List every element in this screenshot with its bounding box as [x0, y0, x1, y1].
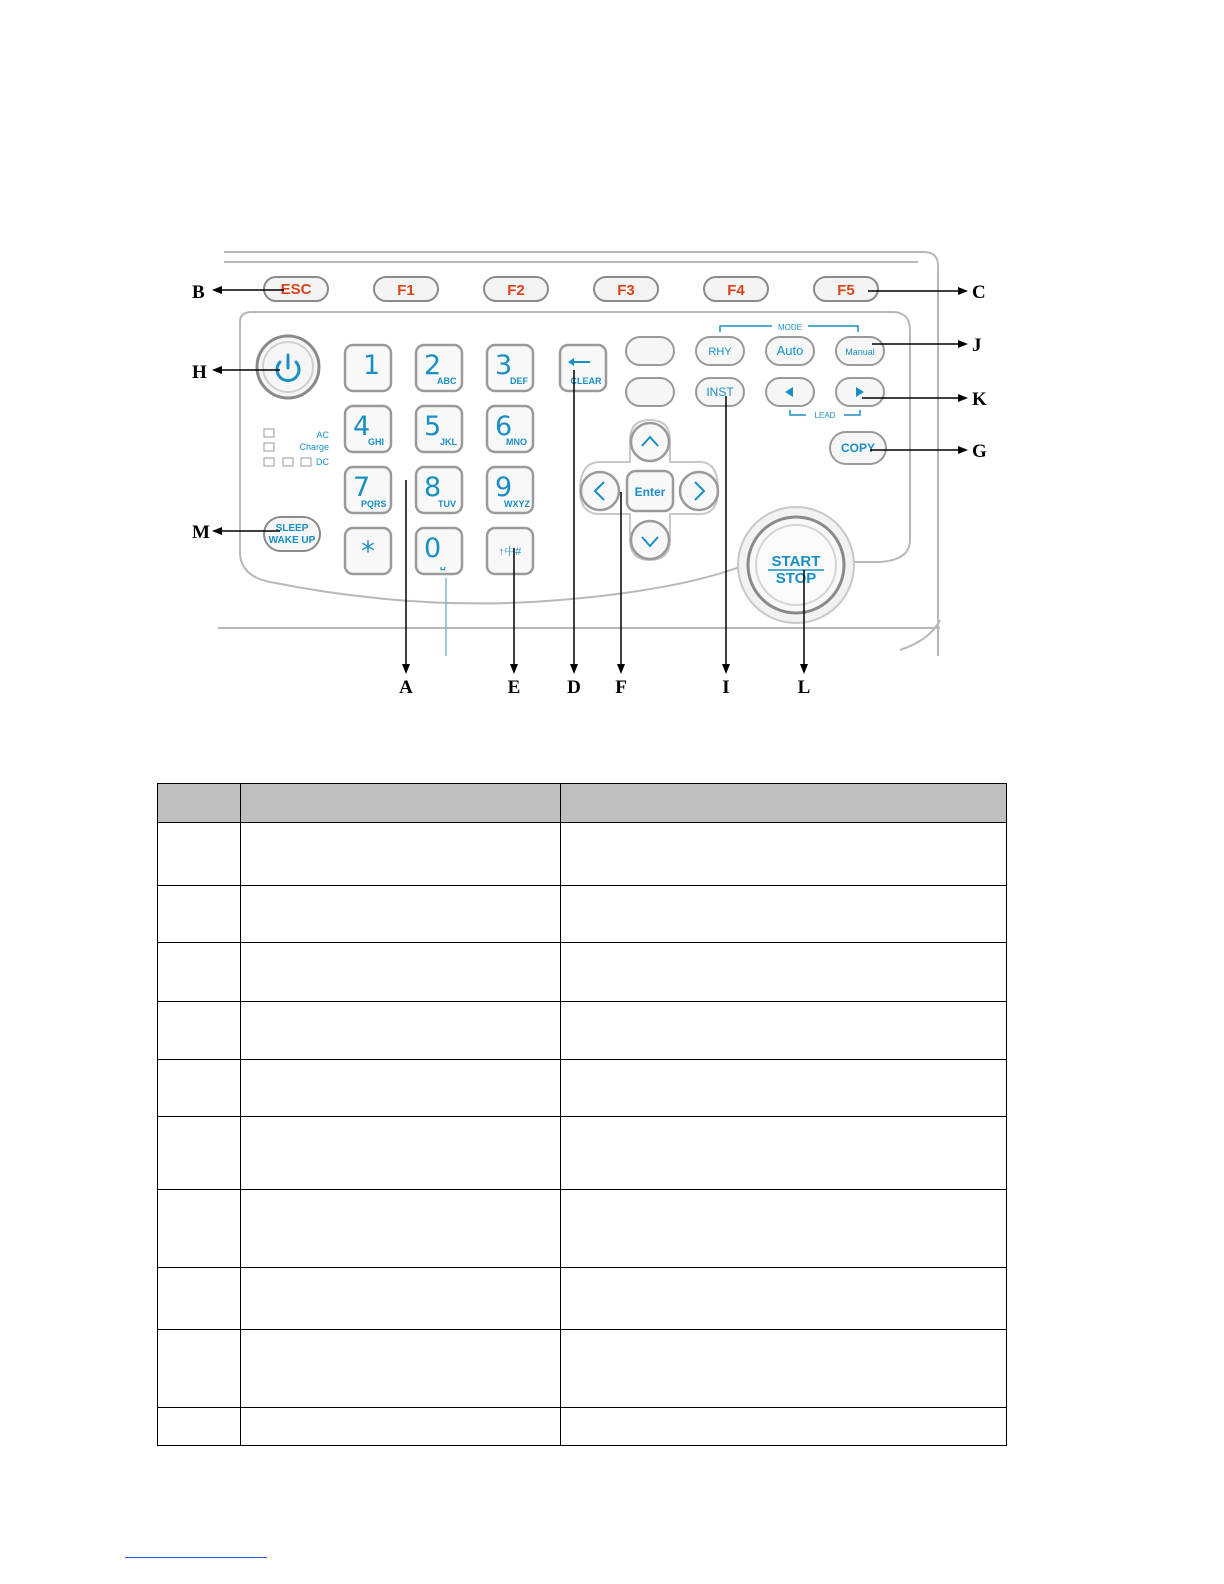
table-row	[158, 1330, 1007, 1408]
callout-a: A	[399, 677, 413, 698]
callout-g: G	[972, 441, 987, 462]
table-header-cell	[158, 784, 241, 823]
callout-m: M	[192, 522, 210, 543]
table-row	[158, 886, 1007, 943]
sleep-wakeup-key[interactable]	[264, 517, 320, 551]
key-0-space-symbol: ␣	[440, 560, 446, 570]
blank-key-upper[interactable]	[626, 337, 674, 365]
table-row	[158, 1060, 1007, 1117]
key-3-letters: DEF	[510, 376, 528, 386]
charge-indicator-label: Charge	[299, 442, 329, 452]
callout-c: C	[972, 282, 986, 303]
key-5-digit: 5	[424, 411, 442, 442]
key-2-digit: 2	[424, 350, 442, 381]
callout-b: B	[192, 282, 205, 303]
start-label: START	[771, 553, 821, 570]
key-8-digit: 8	[424, 472, 442, 503]
key-6-digit: 6	[495, 411, 513, 442]
table-row	[158, 1408, 1007, 1446]
table-row	[158, 943, 1007, 1002]
rhy-key-label: RHY	[708, 346, 732, 358]
f3-key-label: F3	[617, 282, 635, 299]
wake-up-label: WAKE UP	[268, 535, 316, 546]
table-header-cell	[241, 784, 561, 823]
auto-key-label: Auto	[776, 343, 804, 358]
key-4-letters: GHI	[368, 437, 385, 447]
f2-key-label: F2	[507, 282, 525, 299]
callout-e: E	[507, 677, 521, 698]
callout-j: J	[972, 335, 982, 356]
callout-k: K	[972, 389, 987, 410]
table-row	[158, 1268, 1007, 1330]
callout-i: I	[722, 677, 730, 698]
key-4-digit: 4	[353, 411, 371, 442]
clear-key[interactable]	[560, 345, 606, 391]
f4-key-label: F4	[727, 282, 745, 299]
key-2-letters: ABC	[437, 376, 457, 386]
key-6-letters: MNO	[506, 437, 527, 447]
nav-left-key[interactable]	[581, 472, 619, 510]
nav-down-key[interactable]	[631, 521, 669, 559]
key-8-letters: TUV	[438, 499, 456, 509]
enter-key-label: Enter	[634, 485, 666, 499]
function-key-row	[264, 277, 878, 301]
key-7-letters: PQRS	[361, 499, 387, 509]
key-9-letters: WXYZ	[504, 499, 530, 509]
lead-group	[766, 378, 884, 420]
table-row	[158, 1190, 1007, 1268]
mode-label: MODE	[778, 323, 802, 332]
table-row	[158, 1002, 1007, 1060]
key-9-digit: 9	[495, 472, 513, 503]
callout-f: F	[615, 677, 627, 698]
start-stop-key[interactable]	[738, 507, 854, 623]
key-7-digit: 7	[353, 472, 371, 503]
footer-rule	[125, 1557, 267, 1558]
power-indicators	[264, 429, 329, 467]
f5-key-label: F5	[837, 282, 855, 299]
manual-key-label: Manual	[845, 347, 875, 357]
nav-up-key[interactable]	[631, 423, 669, 461]
mode-group	[696, 321, 884, 365]
table-header-cell	[561, 784, 1007, 823]
blank-key-lower[interactable]	[626, 378, 674, 406]
key-description-table	[157, 783, 1007, 1446]
number-pad	[345, 345, 533, 574]
nav-right-key[interactable]	[680, 472, 718, 510]
key-5-letters: JKL	[440, 437, 458, 447]
callout-d: D	[567, 677, 581, 698]
clear-key-label: CLEAR	[570, 376, 602, 386]
navigation-pad	[580, 420, 718, 560]
esc-key-label: ESC	[280, 281, 312, 298]
power-key[interactable]	[257, 336, 319, 398]
lead-label: LEAD	[814, 411, 836, 420]
key-3-digit: 3	[495, 350, 513, 381]
stop-label: STOP	[775, 570, 817, 587]
sleep-label: SLEEP	[275, 523, 309, 534]
table-row	[158, 823, 1007, 886]
ac-indicator-label: AC	[316, 430, 329, 440]
dc-indicator-label: DC	[316, 457, 329, 467]
key-star-digit: *	[361, 536, 375, 567]
callout-l: L	[797, 677, 811, 698]
keypad-diagram	[0, 0, 1224, 760]
table-row	[158, 1117, 1007, 1190]
key-symbol-label: ↑中#	[498, 546, 522, 558]
table-header-row	[158, 784, 1007, 823]
f1-key-label: F1	[397, 282, 415, 299]
key-1-digit: 1	[363, 350, 381, 381]
inst-key-label: INST	[706, 385, 734, 399]
key-0-digit: 0	[424, 533, 442, 564]
copy-key-label: COPY	[840, 441, 876, 455]
callout-h: H	[192, 362, 207, 383]
